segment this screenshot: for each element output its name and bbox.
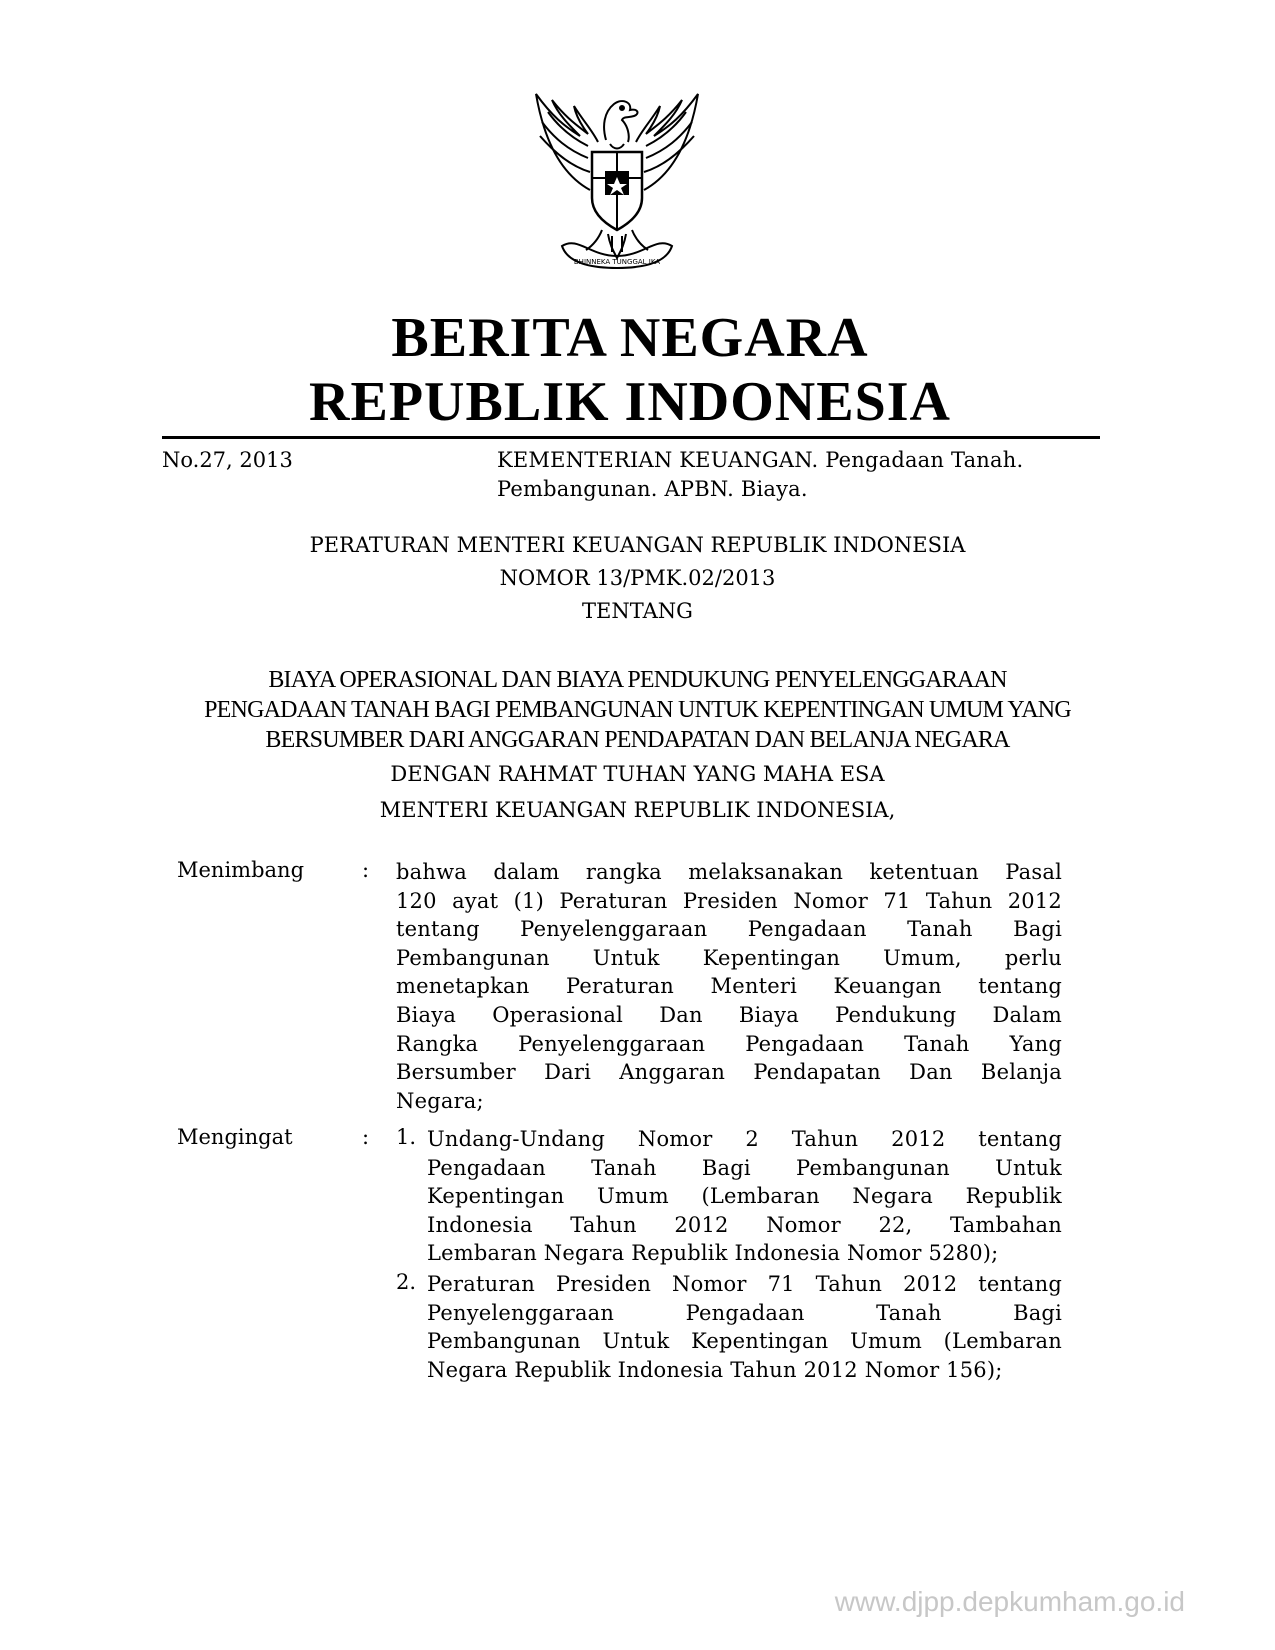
regulation-title [100,665,1175,755]
issuer: MENTERI KEUANGAN REPUBLIK INDONESIA, [379,798,896,822]
emblem-motto: BHINNEKA TUNGGAL IKA [573,258,661,266]
watermark-url: www.djpp.depkumham.go.id [834,1586,1185,1617]
text-line: Pengadaan Tanah Bagi Pembangunan Untuk [427,1155,1062,1180]
list-item-number: 1. [396,1125,417,1149]
masthead-title-line1: BERITA NEGARA [391,307,869,369]
text-line: Pembangunan Untuk Kepentingan Umum (Lembaran [427,1329,1062,1354]
text-line: Bersumber Dari Anggaran Pendapatan Dan Belanja [396,1060,1062,1085]
mengingat-colon: : [362,1125,370,1149]
invocation: DENGAN RAHMAT TUHAN YANG MAHA ESA [390,762,885,786]
regulation-title-line: PENGADAAN TANAH BAGI PEMBANGUNAN UNTUK KEPENTINGAN UMUM YANG [204,697,1071,723]
menimbang-label: Menimbang [177,858,305,882]
text-line: 120 ayat (1) Peraturan Presiden Nomor 71 Tahun 2012 [396,888,1062,913]
menimbang-colon: : [362,858,370,882]
text-line: bahwa dalam rangka melaksanakan ketentuan Pasal [396,860,1062,884]
mengingat-label: Mengingat [177,1125,293,1149]
regulation-number: NOMOR 13/PMK.02/2013 [499,566,776,590]
text-line: Kepentingan Umum (Lembaran Negara Republik [427,1184,1062,1209]
masthead-rule [162,436,1100,439]
garuda-pancasila-emblem [528,86,706,280]
mengingat-item-2-text [427,1270,1062,1384]
text-line: Negara; [396,1088,484,1113]
text-line: Negara Republik Indonesia Tahun 2012 Nomor 156); [427,1357,1003,1382]
issue-summary [497,446,1097,504]
text-line: Pembangunan Untuk Kepentingan Umum, perlu [396,945,1062,970]
text-line: Biaya Operasional Dan Biaya Pendukung Dalam [396,1002,1062,1027]
regulation-type: PERATURAN MENTERI KEUANGAN REPUBLIK INDONESIA [309,533,966,557]
list-item-number: 2. [396,1270,417,1294]
issue-summary-line: KEMENTERIAN KEUANGAN. Pengadaan Tanah. [497,448,1024,472]
regulation-about: TENTANG [582,599,693,623]
text-line: Peraturan Presiden Nomor 71 Tahun 2012 tentang [427,1272,1062,1296]
regulation-title-line: BIAYA OPERASIONAL DAN BIAYA PENDUKUNG PENYELENGGARAAN [268,667,1007,693]
text-line: Indonesia Tahun 2012 Nomor 22, Tambahan [427,1212,1062,1237]
menimbang-text [396,858,1062,1115]
text-line: menetapkan Peraturan Menteri Keuangan tentang [396,974,1062,999]
masthead-title-line2: REPUBLIK INDONESIA [309,371,951,433]
text-line: Rangka Penyelenggaraan Pengadaan Tanah Yang [396,1031,1062,1056]
text-line: Undang-Undang Nomor 2 Tahun 2012 tentang [427,1127,1062,1151]
mengingat-item-1-text [427,1125,1062,1268]
issue-summary-line: Pembangunan. APBN. Biaya. [497,477,808,501]
text-line: tentang Penyelenggaraan Pengadaan Tanah Bagi [396,917,1062,942]
text-line: Penyelenggaraan Pengadaan Tanah Bagi [427,1300,1062,1325]
issue-number: No.27, 2013 [162,448,293,472]
regulation-title-line: BERSUMBER DARI ANGGARAN PENDAPATAN DAN BELANJA NEGARA [265,727,1010,753]
text-line: Lembaran Negara Republik Indonesia Nomor 5280); [427,1241,999,1266]
